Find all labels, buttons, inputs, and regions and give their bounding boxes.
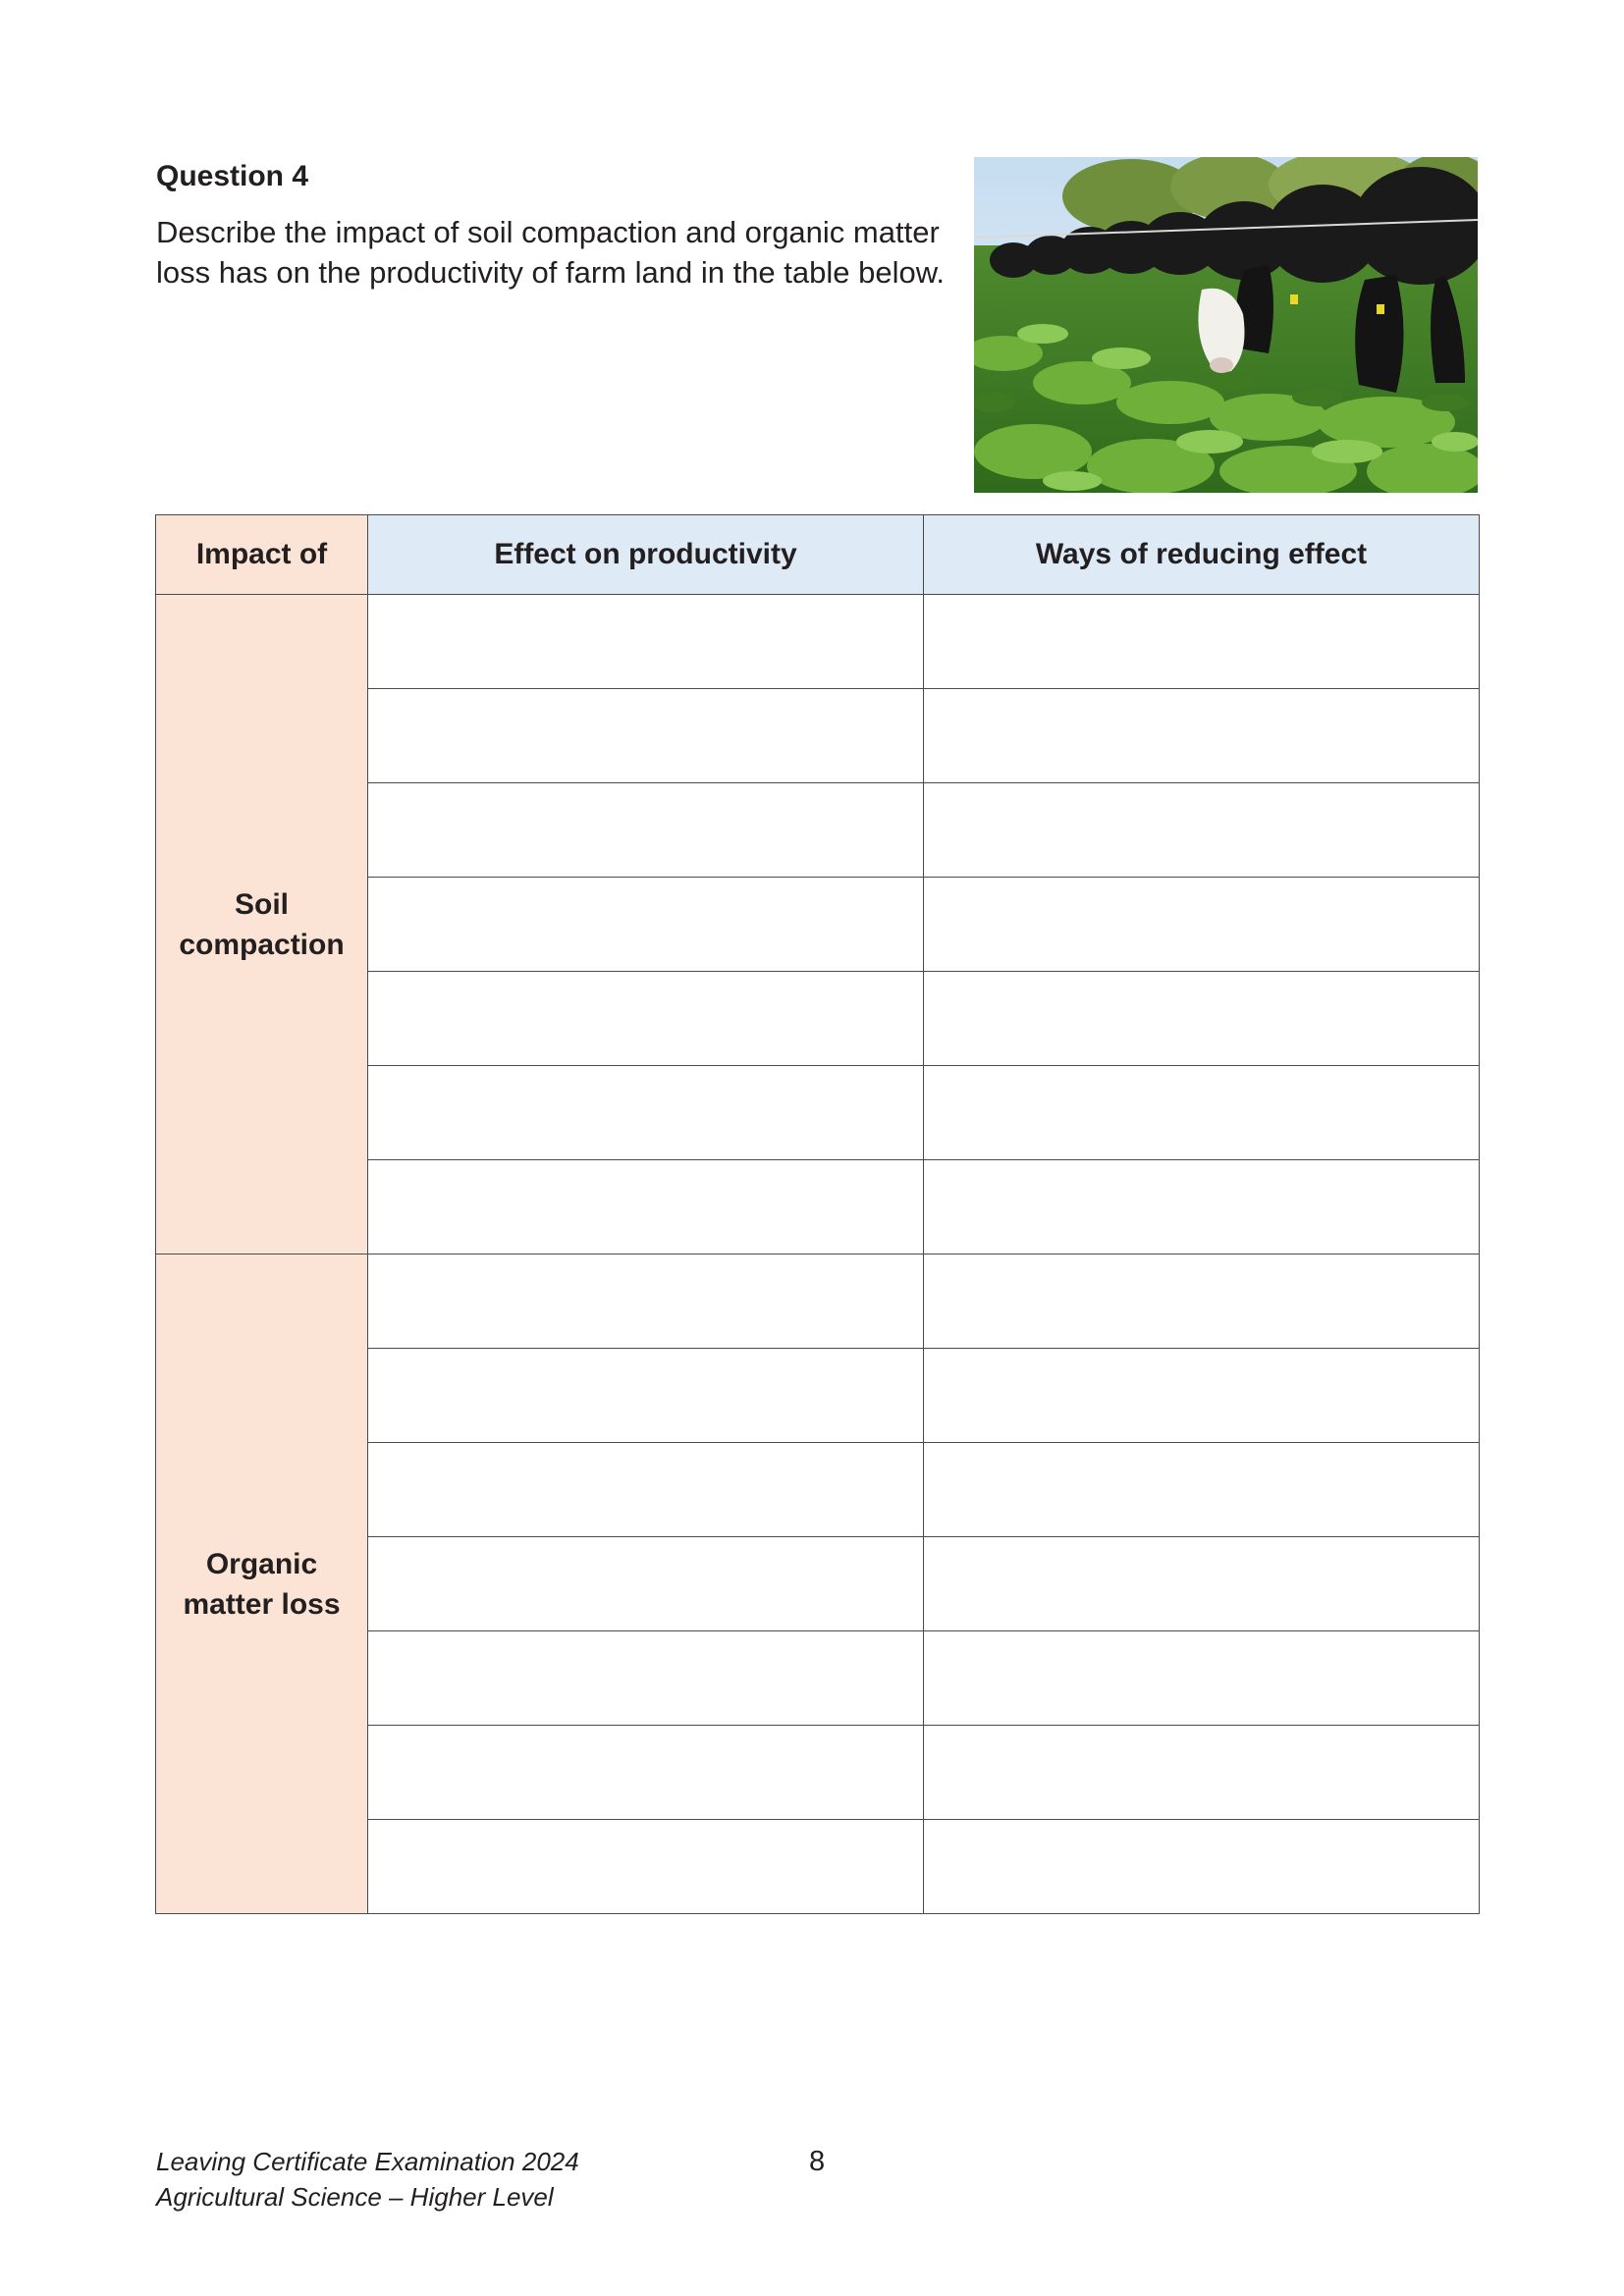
group-label-line: compaction	[179, 928, 345, 961]
answer-cell-effect[interactable]	[368, 1160, 924, 1255]
answer-cell-effect[interactable]	[368, 1443, 924, 1537]
answer-cell-effect[interactable]	[368, 1255, 924, 1349]
group-label-line: matter loss	[183, 1587, 341, 1621]
answer-cell-ways[interactable]	[924, 1820, 1480, 1914]
cattle-photo-illustration	[974, 157, 1478, 493]
answer-cell-ways[interactable]	[924, 689, 1480, 783]
answer-cell-ways[interactable]	[924, 1726, 1480, 1820]
question-text: Describe the impact of soil compaction and organic matter loss has on the productivity of farm land in the table below.	[156, 215, 946, 290]
answer-cell-ways[interactable]	[924, 1066, 1480, 1160]
answer-cell-ways[interactable]	[924, 1160, 1480, 1255]
group-label-soil-compaction	[156, 595, 368, 1255]
answer-cell-ways[interactable]	[924, 1631, 1480, 1726]
table-row	[156, 1255, 1480, 1349]
group-label-line: Soil	[234, 887, 289, 921]
answer-cell-effect[interactable]	[368, 1631, 924, 1726]
answer-cell-ways[interactable]	[924, 595, 1480, 689]
answer-cell-effect[interactable]	[368, 689, 924, 783]
cattle-grazing-photo	[974, 157, 1478, 493]
answer-table	[155, 514, 1480, 1914]
answer-cell-effect[interactable]	[368, 1066, 924, 1160]
answer-cell-effect[interactable]	[368, 783, 924, 878]
answer-cell-effect[interactable]	[368, 595, 924, 689]
table-row	[156, 595, 1480, 689]
answer-cell-effect[interactable]	[368, 1537, 924, 1631]
answer-cell-effect[interactable]	[368, 878, 924, 972]
answer-cell-ways[interactable]	[924, 783, 1480, 878]
question-title: Question 4	[156, 160, 309, 192]
header-effect-on-productivity: Effect on productivity	[368, 515, 924, 595]
page-number: 8	[809, 2146, 826, 2177]
answer-cell-ways[interactable]	[924, 878, 1480, 972]
header-impact-of: Impact of	[156, 515, 368, 595]
answer-cell-ways[interactable]	[924, 1443, 1480, 1537]
group-label-organic-matter-loss	[156, 1255, 368, 1914]
table-header-row	[156, 515, 1480, 595]
footer-subject-line: Agricultural Science – Higher Level	[156, 2182, 554, 2212]
footer-exam-info	[156, 2144, 579, 2215]
group-label-line: Organic	[205, 1547, 318, 1580]
answer-cell-ways[interactable]	[924, 1537, 1480, 1631]
answer-cell-ways[interactable]	[924, 1255, 1480, 1349]
footer-exam-line: Leaving Certificate Examination 2024	[156, 2147, 579, 2176]
header-ways-of-reducing-effect: Ways of reducing effect	[924, 515, 1480, 595]
answer-cell-effect[interactable]	[368, 1726, 924, 1820]
answer-cell-effect[interactable]	[368, 1349, 924, 1443]
answer-cell-effect[interactable]	[368, 1820, 924, 1914]
answer-cell-ways[interactable]	[924, 972, 1480, 1066]
answer-cell-ways[interactable]	[924, 1349, 1480, 1443]
answer-cell-effect[interactable]	[368, 972, 924, 1066]
